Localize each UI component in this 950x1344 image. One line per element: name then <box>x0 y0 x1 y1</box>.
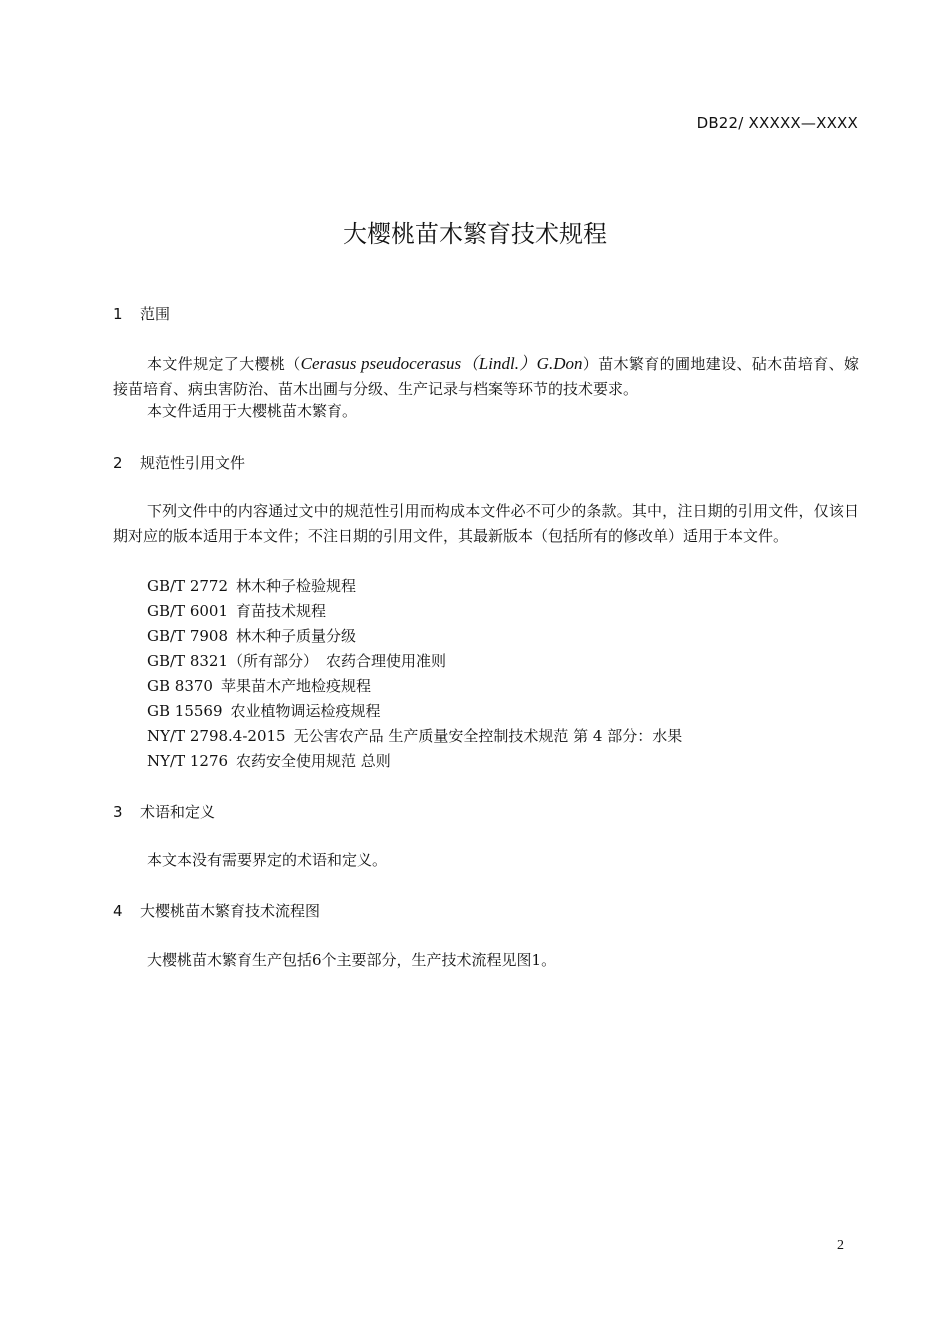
reference-item <box>147 574 682 599</box>
section-title: 规范性引用文件 <box>140 454 246 472</box>
scope-paragraph <box>113 351 859 402</box>
reference-title: 农药安全使用规范 总则 <box>236 752 391 770</box>
terms-paragraph: 本文本没有需要界定的术语和定义。 <box>147 851 388 869</box>
page-title: 大樱桃苗木繁育技术规程 <box>343 220 607 248</box>
applicability-paragraph: 本文件适用于大樱桃苗木繁育。 <box>147 402 358 420</box>
flowchart-paragraph: 大樱桃苗木繁育生产包括6个主要部分，生产技术流程见图1。 <box>147 951 557 969</box>
scope-text-after: ）苗木繁育的圃地建设、砧木苗培育、嫁接苗培育、病虫害防治、苗木出圃与分级、生产记录与档案等环节的技术要求。 <box>113 355 859 398</box>
reference-title: 无公害农产品 生产质量安全控制技术规范 第 4 部分：水果 <box>293 727 683 745</box>
section-title: 术语和定义 <box>140 803 216 821</box>
reference-code: GB/T 2772 <box>147 577 229 595</box>
reference-item <box>147 624 682 649</box>
reference-code: GB 15569 <box>147 702 223 720</box>
section-title: 大樱桃苗木繁育技术流程图 <box>140 902 321 920</box>
section-number: 1 <box>113 305 123 323</box>
reference-item <box>147 599 682 624</box>
section-number: 4 <box>113 902 123 920</box>
reference-code: NY/T 2798.4-2015 <box>147 727 286 745</box>
reference-code: GB/T 6001 <box>147 602 229 620</box>
section-title: 范围 <box>140 305 171 323</box>
reference-code: NY/T 1276 <box>147 752 229 770</box>
reference-title: 育苗技术规程 <box>236 602 327 620</box>
reference-code: GB 8370 <box>147 677 213 695</box>
section-number: 3 <box>113 803 123 821</box>
references-intro: 下列文件中的内容通过文中的规范性引用而构成本文件必不可少的条款。其中，注日期的引用文件，仅该日期对应的版本适用于本文件；不注日期的引用文件，其最新版本（包括所有的修改单）适用于本文件。 <box>113 502 859 545</box>
reference-item <box>147 649 682 674</box>
section-4-heading <box>113 900 320 921</box>
document-code: DB22/ XXXXX—XXXX <box>696 114 858 132</box>
reference-item <box>147 674 682 699</box>
section-1-heading <box>113 303 170 324</box>
reference-code: GB/T 7908 <box>147 627 229 645</box>
page-number: 2 <box>837 1238 844 1253</box>
reference-item <box>147 724 682 749</box>
section-number: 2 <box>113 454 123 472</box>
reference-item <box>147 749 682 774</box>
latin-species-name: Cerasus pseudocerasus（Lindl.）G.Don <box>300 354 583 373</box>
reference-title: 苹果苗木产地检疫规程 <box>220 677 371 695</box>
reference-list <box>147 574 682 774</box>
section-3-heading <box>113 801 215 822</box>
reference-title: 林木种子检验规程 <box>236 577 357 595</box>
section-2-heading <box>113 452 245 473</box>
scope-text-before: 本文件规定了大樱桃（ <box>147 355 301 373</box>
reference-item <box>147 699 682 724</box>
reference-title: 农药合理使用准则 <box>326 652 447 670</box>
reference-title: 林木种子质量分级 <box>236 627 357 645</box>
reference-title: 农业植物调运检疫规程 <box>230 702 381 720</box>
reference-code: GB/T 8321（所有部分） <box>147 652 319 670</box>
